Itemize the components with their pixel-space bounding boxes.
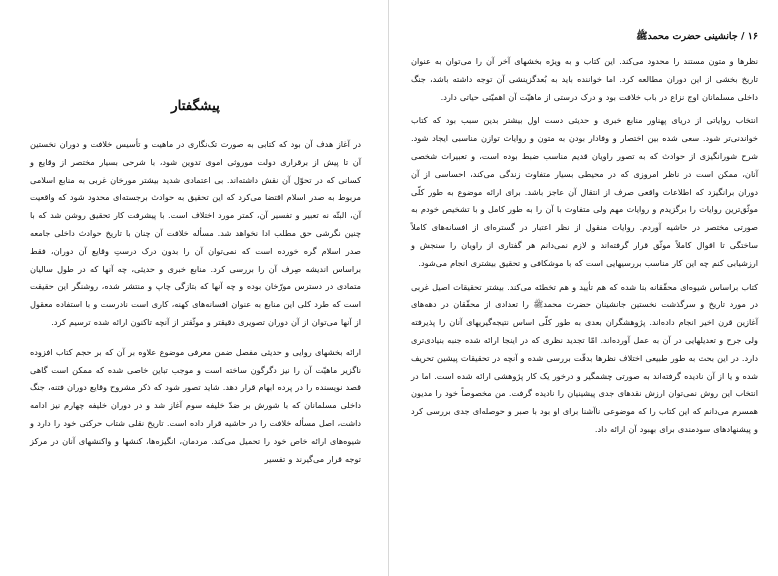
body-paragraph: در آغاز هدف آن بود که کتابی به صورت تک‌نگاری در ماهیت و تأسیس خلافت و دوران نخستین آن تا پیش از برقراری دولت موروثی اموی تدوین شود، با شرحی بسیار مختصر از وقایع و کسانی که در تحوّل آن نقش داشته‌اند. بی اعتمادی شدید بیشتر مورخان غربی به منابع اسلامی مربوط به صدر اسلام اقتضا می‌کرد که این تحقیق به حوادث برجسته‌ای محدود شود که واقعیت آن، البتّه نه تعبیر و تفسیر آن، کمتر مورد اختلاف است. با پیشرفت کار تحقیق روشن شد که با چنین نگرشی حق مطلب ادا نخواهد شد. مسأله خلافت آن چنان با تاریخ حوادث داخلی جامعه صدر اسلام گره خورده است که نمی‌توان آن را بدون درک درستِ وقایع آن دوران، فقط براساس اندیشه صِرف آن را بررسی کرد. منابع خبری و حدیثی، چه آنها که در طول سالیان متمادی در دسترس مورّخان بوده و چه آنها که بتازگی چاپ و منتشر شده، روشنگر این حقیقت است که طرد کلی این منابع به عنوان افسانه‌های کهنه، کاری است نادرست و با استفاده معقول از آنها می‌توان از آن دوران تصویری دقیقتر و موثّقتر از آنچه تاکنون ارائه شده ترسیم کرد. (30, 139, 361, 327)
running-head: ۱۶ / جانشینی حضرت محمدﷺ (636, 31, 758, 42)
chapter-title: پیشگفتار (171, 98, 220, 114)
body-paragraph: انتخاب روایاتی از دریای پهناور منابع خبری و حدیثی دست اول بیشتر بدین سبب بود که کتاب خواندنی‌تر شود. سعی شده بین اختصار و وفادار بودن به متون و روایات توازن مناسبی ایجاد شود. شرح شورانگیزی از حوادث که به تصور راویان قدیم مناسب ضبط بوده است، و تعبیرات شخصی آنان، ممکن است در ناظر امروزی که در محیطی بسیار متفاوت زندگی می‌کند، احساسی از آن دوران برانگیزد که اطلاعات واقعی صرف از انتقال آن عاجز باشد. برای ارائه موضوع به طور کلّی موثّق‌ترین روایات را برگزیدم و روایات مهم ولی متفاوت با آن را به طور کامل و با تشخیص خودم به صورتی مختصر در حاشیه آوردم. روایات منقول از نظر اعتبار در گستره‌ای از افسانه‌های کاملاً ساختگی تا اقوال کاملاً موثّق قرار گرفته‌اند و لازم نمی‌دانم هر گفتاری از راویان را سنجش و ارزشیابی کنم چه این کار مناسب بررسیهایی است که با موشکافی و تحقیق بیشتری انجام می‌شود. (411, 115, 758, 268)
body-paragraph: ارائه بخشهای روایی و حدیثی مفصل ضمن معرفی موضوع علاوه بر آن که بر حجم کتاب افزوده ناگزیر ماهیّت آن را نیز دگرگون ساخته است و موجب تباین خاصی شده که ممکن است گاهی قصد نویسنده را در پرده ابهام قرار دهد. شاید تصور شود که ذکر مشروح وقایع دوران فتنه، جنگ داخلی مسلمانان که با شورش بر ضدّ خلیفه سوم آغاز شد و در دوران خلیفه چهارم نیز ادامه داشت، اصل مسأله خلافت را در حاشیه قرار داده است. تاریخ نقلی شتاب حرکتی خود را دارد و شیوه‌های ارائه خاص خود را تحمیل می‌کند. مردمان، انگیزه‌ها، کنشها و واکنشهای آنان در مرکز توجه قرار می‌گیرند و تفسیر (30, 346, 361, 464)
body-paragraph: کتاب براساس شیوه‌ای محقّقانه بنا شده که هم تأیید و هم تخطئه می‌کند. بیشتر تحقیقات اصیل غربی در مورد تاریخ و سرگذشت نخستین جانشینان حضرت محمدﷺ را تعدادی از محقّقان در دهه‌های آغازین قرن اخیر انجام داده‌اند. پژوهشگران بعدی به طور کلّی اساس نتیجه‌گیریهای آنان را پذیرفته ولی جرح و تعدیلهایی در آن به عمل آورده‌اند. امّا تجدید نظری که در اینجا ارائه شده جنبه بنیادی‌تری دارد. در این بحث به طور طبیعی اختلاف نظرها بدقّت بررسی شده و آنچه در تحقیقات پیشین تحریف شده و یا از آن نادیده گرفته‌اند به صورتی چشمگیر و درخور یک کار پژوهشی ارائه شده است. اما در انتخاب این روش نمی‌توان ارزش نقدهای جدی پیشینیان را نادیده گرفت. من مخصوصاً خود را مدیون همسرم می‌دانم که این کتاب را که موضوعی ناآشنا برای او بود با صبر و حوصله‌ای جدی بررسی کرد و پیشنهادهای سودمندی برای بهبود آن ارائه داد. (411, 281, 758, 434)
right-page (389, 0, 778, 576)
body-paragraph: نظرها و متون مستند را محدود می‌کند. این کتاب و به ویژه بخشهای آخر آن را می‌توان به عنوان تاریخ بخشی از این دوران مطالعه کرد. اما خواننده باید به بُعدگزینشی آن توجه داشته باشد، جنگ داخلی مسلمانان اوج نزاع در باب خلافت بود و درک درستی از ماهیّت آن اهمیّتی حیاتی دارد. (411, 56, 758, 102)
